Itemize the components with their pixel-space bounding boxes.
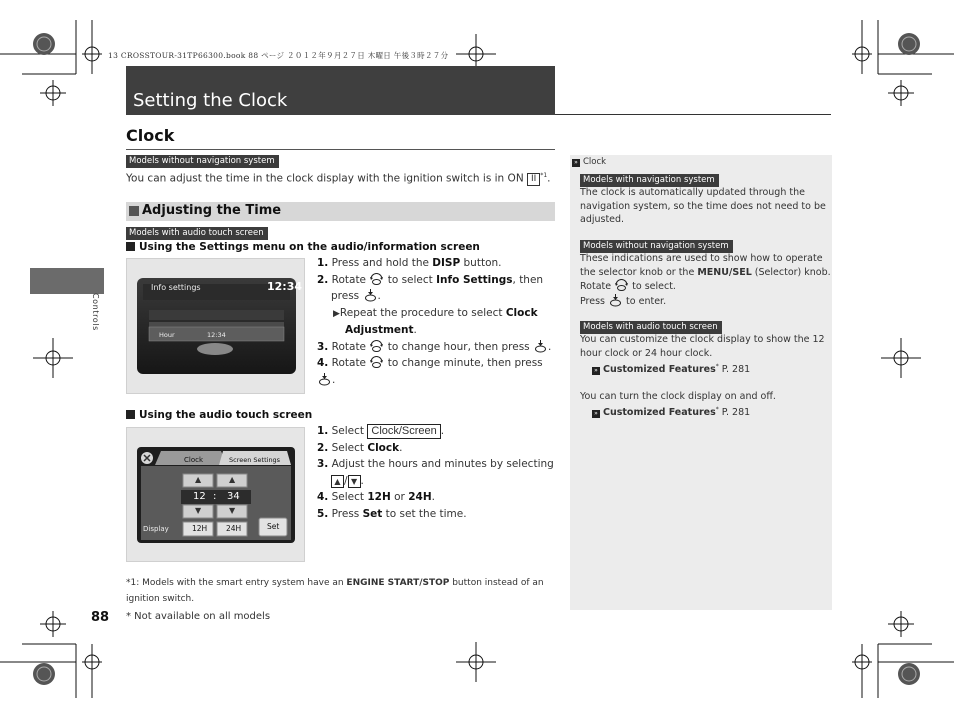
procedure-heading	[126, 241, 480, 253]
step-1: 1. Select Clock/Screen .	[317, 425, 445, 437]
chapter-tab	[30, 268, 104, 294]
minute-up-button[interactable]: ▲	[229, 475, 236, 484]
subsection-title: Adjusting the Time	[142, 203, 282, 218]
intro-sentence: You can adjust the time in the clock display with the ignition switch is in ON	[126, 172, 524, 185]
side-notes-panel	[570, 155, 832, 610]
nav-note: The clock is automatically updated through the navigation system, so the time does not need to be adjusted.	[580, 187, 826, 225]
square-bullet-icon	[126, 242, 135, 251]
nonav-note: These indications are used to show how to operate the selector knob or the MENU/SEL (Selector) knob. Rotate to select. Press to enter.	[580, 253, 831, 307]
xref-customized-features[interactable]: » Customized Features* P. 281	[580, 403, 828, 420]
hour-up-button[interactable]: ▲	[195, 475, 202, 484]
touch-note: You can customize the clock display to show the 12 hour clock or 24 hour clock. » Customized Features* P. 281 You can turn the clock display on and off. » Customized Features* P. 281	[580, 333, 828, 420]
intro-end: .	[547, 172, 551, 185]
title-rule	[555, 114, 831, 115]
model-tag: Models without navigation system	[126, 155, 279, 168]
title-banner	[126, 66, 555, 115]
intro-text	[126, 169, 551, 186]
down-arrow-icon: ▼	[348, 475, 361, 488]
minute-value: 34	[227, 491, 240, 502]
step-2-note-cont: Adjustment.	[345, 324, 417, 336]
press-knob-icon	[363, 289, 378, 302]
step-1: 1. Press and hold the DISP button.	[317, 257, 502, 269]
rotate-knob-icon	[369, 340, 384, 353]
side-notes-title: » Clock	[572, 156, 606, 170]
step-3: 3. Rotate to change hour, then press .	[317, 340, 552, 353]
settings-steps	[317, 255, 557, 388]
footnote-ref: *1	[540, 172, 548, 179]
step-3: 3. Adjust the hours and minutes by selecting	[317, 458, 554, 470]
xref-customized-features[interactable]: » Customized Features* P. 281	[580, 360, 828, 377]
procedure-heading	[126, 409, 312, 421]
step-2-cont: press .	[331, 290, 381, 302]
press-knob-icon	[533, 340, 548, 353]
step-2-note: ▶Repeat the procedure to select Clock	[333, 306, 538, 319]
model-tag: Models with audio touch screen	[126, 227, 268, 240]
step-4: 4. Rotate to change minute, then press .	[317, 357, 543, 386]
procedure-heading-text: Using the audio touch screen	[139, 409, 313, 421]
model-tag: Models with navigation system	[580, 174, 719, 187]
ignition-key-icon: II	[527, 173, 540, 186]
rotate-knob-icon	[369, 273, 384, 286]
section-heading: Clock	[126, 126, 175, 145]
clock-screen-button-icon: Clock/Screen	[367, 424, 440, 439]
heading-rule	[126, 149, 555, 150]
hour-label: Hour	[159, 331, 175, 339]
procedure-heading-text: Using the Settings menu on the audio/information screen	[139, 241, 480, 253]
reference-arrow-icon: »	[592, 410, 600, 418]
hour-value: 12:34	[207, 331, 226, 339]
chapter-label: Controls	[91, 293, 100, 331]
page-number: 88	[91, 610, 110, 625]
rotate-knob-icon	[369, 356, 384, 369]
footnote-2: * Not available on all models	[126, 611, 271, 622]
square-bullet-icon	[129, 206, 139, 216]
print-header: 13 CROSSTOUR-31TP66300.book 88 ページ ２０１２年９月２７日 木曜日 午後３時２７分	[108, 51, 449, 60]
step-4: 4. Select 12H or 24H.	[317, 491, 435, 503]
tab-clock[interactable]: Clock	[184, 456, 204, 464]
reference-arrow-icon: »	[592, 367, 600, 375]
screen-time: 12:34	[267, 280, 303, 293]
hour-down-button[interactable]: ▼	[195, 506, 202, 515]
24h-button[interactable]: 24H	[226, 524, 242, 533]
set-button[interactable]: Set	[267, 522, 280, 531]
subsection-bar	[126, 202, 555, 221]
square-bullet-icon	[126, 410, 135, 419]
footnote-1: *1: Models with the smart entry system have an ENGINE START/STOP button instead of an ignition switch.	[126, 578, 544, 604]
press-knob-icon	[317, 373, 332, 386]
12h-button[interactable]: 12H	[192, 524, 208, 533]
display-label: Display	[143, 525, 169, 533]
screen-title: Info settings	[151, 283, 201, 292]
time-colon: :	[213, 491, 217, 502]
up-arrow-icon: ▲	[331, 475, 344, 488]
step-5: 5. Press Set to set the time.	[317, 507, 467, 520]
note-marker-icon: »	[572, 159, 580, 167]
touch-steps	[317, 423, 557, 522]
press-knob-icon	[608, 294, 623, 307]
model-tag: Models without navigation system	[580, 240, 733, 253]
step-2: 2. Select Clock.	[317, 441, 403, 454]
tab-screen-settings[interactable]: Screen Settings	[229, 456, 281, 464]
step-2: 2. Rotate to select Info Settings, then	[317, 273, 544, 286]
minute-down-button[interactable]: ▼	[229, 506, 236, 515]
info-settings-screenshot	[126, 258, 305, 394]
rotate-knob-icon	[614, 279, 629, 292]
clock-touch-screenshot	[126, 427, 305, 562]
hour-value: 12	[193, 491, 206, 502]
model-tag: Models with audio touch screen	[580, 321, 722, 334]
page-title: Setting the Clock	[133, 90, 288, 111]
step-3-cont: ▲ / ▼ .	[317, 473, 557, 490]
